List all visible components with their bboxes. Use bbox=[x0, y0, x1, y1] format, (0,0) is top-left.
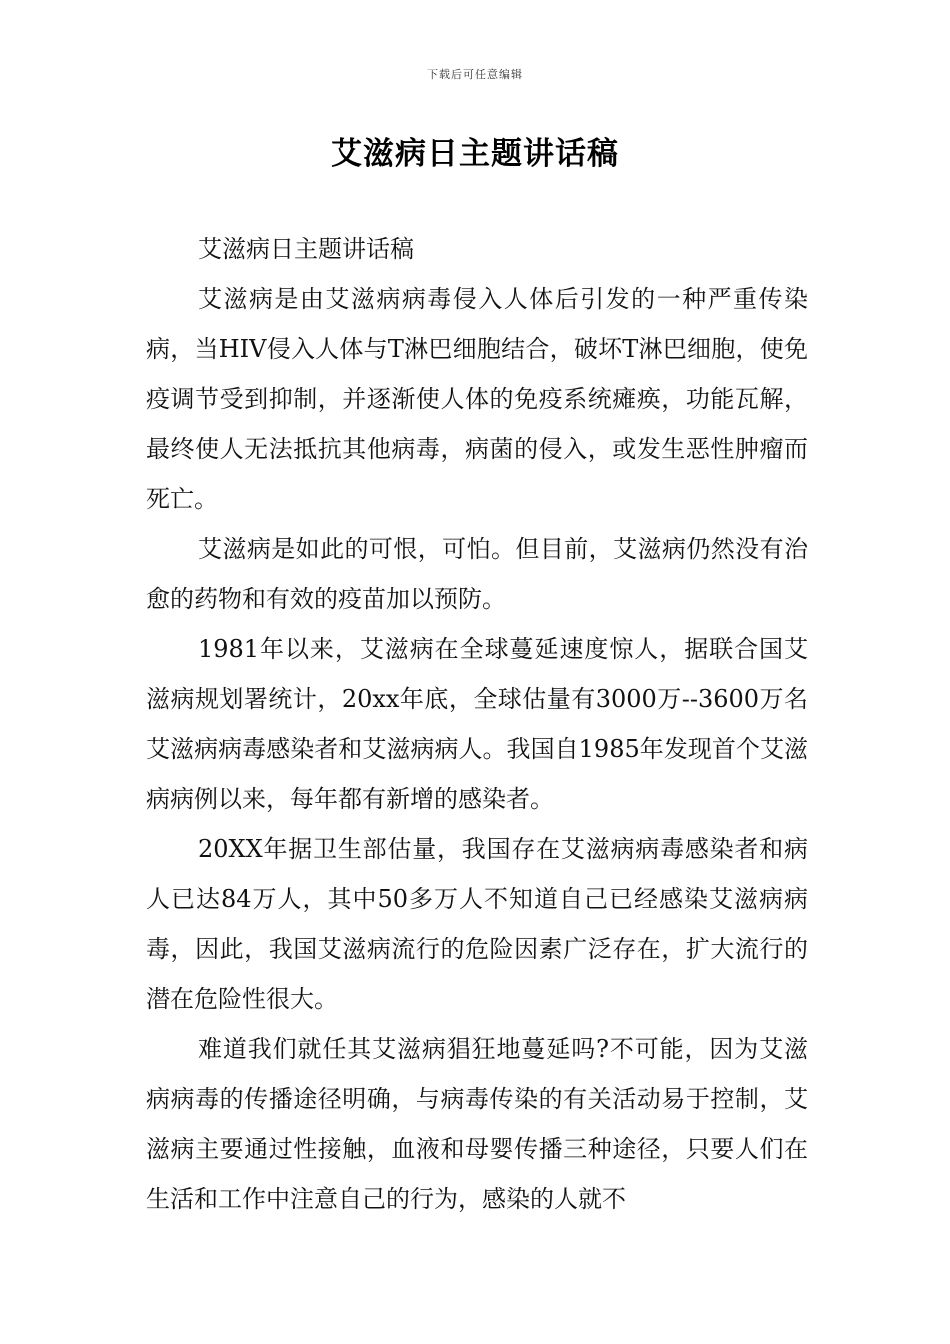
paragraph: 1981年以来，艾滋病在全球蔓延速度惊人，据联合国艾滋病规划署统计，20xx年底，全球估量有3000万--3600万名艾滋病病毒感染者和艾滋病病人。我国自1985年发现首个艾滋病病例以来，每年都有新增的感染者。 bbox=[146, 635, 808, 813]
document-body bbox=[146, 224, 808, 1224]
header-note: 下载后可任意编辑 bbox=[427, 68, 523, 81]
paragraph-subtitle: 艾滋病日主题讲话稿 bbox=[198, 235, 414, 263]
paragraph: 20XX年据卫生部估量，我国存在艾滋病病毒感染者和病人已达84万人，其中50多万人不知道自己已经感染艾滋病病毒，因此，我国艾滋病流行的危险因素广泛存在，扩大流行的潜在危险性很大。 bbox=[146, 835, 808, 1013]
paragraph: 难道我们就任其艾滋病猖狂地蔓延吗?不可能，因为艾滋病病毒的传播途径明确，与病毒传染的有关活动易于控制，艾滋病主要通过性接触，血液和母婴传播三种途径，只要人们在生活和工作中注意自己的行为，感染的人就不 bbox=[146, 1035, 808, 1213]
paragraph: 艾滋病是由艾滋病病毒侵入人体后引发的一种严重传染病，当HIV侵入人体与T淋巴细胞结合，破坏T淋巴细胞，使免疫调节受到抑制，并逐渐使人体的免疫系统瘫痪，功能瓦解，最终使人无法抵抗其他病毒，病菌的侵入，或发生恶性肿瘤而死亡。 bbox=[146, 285, 808, 513]
document-title: 艾滋病日主题讲话稿 bbox=[331, 136, 619, 172]
paragraph: 艾滋病是如此的可恨，可怕。但目前，艾滋病仍然没有治愈的药物和有效的疫苗加以预防。 bbox=[146, 535, 808, 613]
